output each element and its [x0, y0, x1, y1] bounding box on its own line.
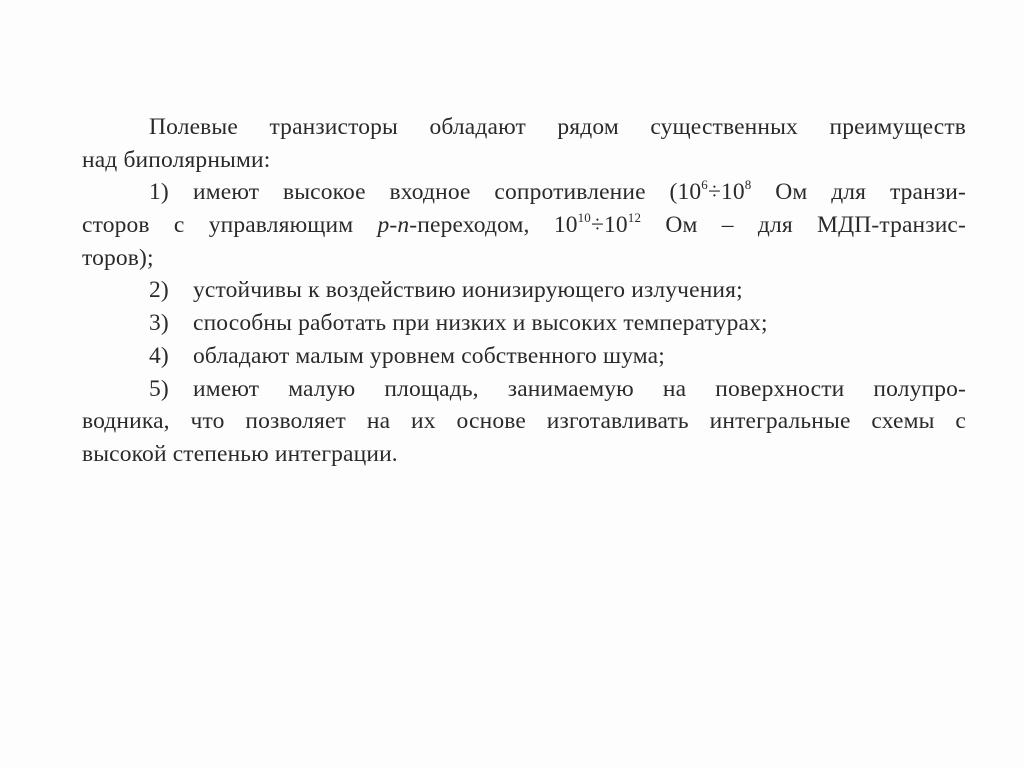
list-item-number: 2) — [149, 277, 169, 304]
list-item-text: сторов с управляющим — [82, 212, 378, 239]
list-item-text: имеют малую площадь, занимаемую на поверхности полупро- — [193, 375, 966, 402]
list-item-text: Ом – для МДП-транзис- — [641, 212, 966, 239]
superscript: 12 — [627, 210, 642, 226]
list-item-number: 5) — [149, 375, 169, 402]
list-item-5-line-3: высокой степенью интеграции. — [82, 440, 398, 467]
superscript: 6 — [701, 177, 708, 193]
list-item-text-italic: p-n — [377, 212, 410, 239]
list-item-number: 4) — [149, 342, 169, 369]
intro-line-1: Полевые транзисторы обладают рядом существенных преимуществ — [149, 114, 966, 140]
list-item-3 — [82, 307, 966, 340]
list-item-4 — [82, 340, 966, 373]
list-item-text: устойчивы к воздействию ионизирующего излучения; — [193, 277, 743, 304]
document-text — [82, 111, 966, 471]
list-item-5-line-2: водника, что позволяет на их основе изготавливать интегральные схемы с — [82, 408, 966, 435]
list-item-text: способны работать при низких и высоких температурах; — [193, 310, 768, 337]
list-item-text: ÷10 — [707, 179, 745, 206]
list-item-text: -переходом, 10 — [409, 212, 578, 239]
list-item-text: Ом для транзи- — [751, 179, 966, 206]
intro-line-2: над биполярными: — [82, 146, 271, 173]
list-item-text: имеют высокое входное сопротивление (10 — [193, 179, 702, 206]
list-item-2 — [82, 274, 966, 307]
list-item-text: ÷10 — [590, 212, 628, 239]
list-item-text: обладают малым уровнем собственного шума; — [193, 342, 665, 369]
superscript: 8 — [744, 177, 752, 193]
list-item-1-line-2 — [82, 209, 966, 242]
superscript: 10 — [577, 210, 591, 226]
list-item-number: 1) — [149, 179, 169, 206]
list-item-number: 3) — [149, 310, 169, 337]
list-item-1-line-3: торов); — [82, 244, 154, 271]
list-item-1-line-1 — [82, 176, 966, 209]
list-item-5-line-1 — [82, 373, 966, 406]
